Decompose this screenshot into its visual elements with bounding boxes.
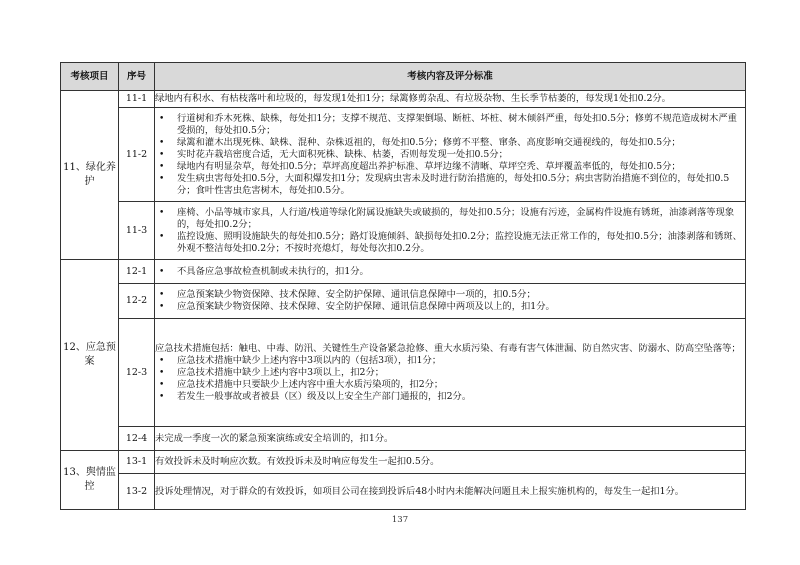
criteria-paragraph: 有效投诉未及时响应次数。有效投诉未及时响应每发生一起扣0.5分。 <box>155 456 440 467</box>
header-category: 考核项目 <box>61 63 119 91</box>
table-row <box>61 260 746 284</box>
criteria-cell <box>155 284 746 319</box>
category-cell: 12、应急预案 <box>61 260 119 451</box>
criteria-bullet-item <box>155 289 745 301</box>
bullet-dot-icon: • <box>159 207 165 218</box>
row-index-cell: 12-4 <box>119 427 155 451</box>
criteria-bullet-list <box>155 266 745 278</box>
criteria-cell <box>155 91 746 108</box>
assessment-table <box>60 62 746 510</box>
row-index-cell: 11-1 <box>119 91 155 108</box>
criteria-bullet-text: 绿地内有明显杂草，每处扣0.5分；草坪高度超出养护标准、草坪边缘不清晰、草坪空秃、草坪覆盖率低的，每处扣0.5分； <box>177 160 681 172</box>
criteria-bullet-item <box>155 113 745 137</box>
criteria-bullet-list <box>155 207 745 255</box>
row-index-cell: 12-1 <box>119 260 155 284</box>
table-row <box>61 319 746 427</box>
bullet-dot-icon: • <box>159 266 165 277</box>
table-row <box>61 427 746 451</box>
category-cell: 13、舆情监控 <box>61 451 119 510</box>
category-cell: 11、绿化养护 <box>61 91 119 260</box>
bullet-dot-icon: • <box>159 173 165 184</box>
criteria-bullet-item <box>155 391 745 403</box>
criteria-bullet-text: 应急技术措施中缺少上述内容中3项以内的（包括3项），扣1分； <box>177 354 442 366</box>
criteria-bullet-item <box>155 173 745 197</box>
criteria-bullet-text: 座椅、小品等城市家具，人行道/栈道等绿化附属设施缺失或破损的，每处扣0.5分；设施有污迹，金属构件设施有锈斑，油漆剥落等现象的，每处扣0.2分； <box>177 206 735 230</box>
criteria-cell <box>155 260 746 284</box>
bullet-dot-icon: • <box>159 137 165 148</box>
criteria-cell <box>155 451 746 474</box>
criteria-bullet-list <box>155 355 745 403</box>
criteria-bullet-item <box>155 379 745 391</box>
criteria-bullet-item <box>155 207 745 231</box>
criteria-bullet-text: 应急技术措施中缺少上述内容中3项以上，扣2分； <box>177 366 385 378</box>
criteria-bullet-item <box>155 367 745 379</box>
row-index-cell: 12-3 <box>119 319 155 427</box>
criteria-bullet-text: 若发生一般事故或者被县（区）级及以上安全生产部门通报的，扣2分。 <box>177 390 472 402</box>
criteria-paragraph: 未完成一季度一次的紧急预案演练或安全培训的，扣1分。 <box>155 432 394 444</box>
table-row <box>61 451 746 474</box>
criteria-bullet-text: 应急预案缺少物资保障、技术保障、安全防护保障、通讯信息保障中两项及以上的，扣1分。 <box>177 301 555 312</box>
bullet-dot-icon: • <box>159 231 165 242</box>
table-row <box>61 202 746 260</box>
criteria-bullet-item <box>155 149 745 161</box>
criteria-bullet-text: 应急技术措施中只要缺少上述内容中重大水质污染项的，扣2分； <box>177 378 444 390</box>
table-row <box>61 474 746 510</box>
criteria-bullet-list <box>155 289 745 313</box>
criteria-bullet-text: 实时花卉栽培密度合适，无大面积死株、缺株、枯萎，否则每发现一处扣0.5分； <box>177 148 508 160</box>
row-index-cell: 12-2 <box>119 284 155 319</box>
criteria-bullet-text: 行道树和乔木死株、缺株，每处扣1分；支撑不规范、支撑架倒塌、断桩、坏桩、树木倾斜严重，每处扣0.5分；修剪不规范造成树木严重受损的，每处扣0.5分； <box>177 112 737 136</box>
criteria-bullet-item <box>155 231 745 255</box>
criteria-bullet-text: 绿篱和灌木出现死株、缺株、混种、杂株返祖的，每处扣0.5分；修剪不平整、窜条、高度影响交通视线的，每处扣0.5分； <box>177 136 681 148</box>
criteria-paragraph: 投诉处理情况，对于群众的有效投诉，如项目公司在接到投诉后48小时内未能解决问题且未上报实施机构的，每发生一起扣1分。 <box>155 485 685 497</box>
bullet-dot-icon: • <box>159 302 165 312</box>
row-index-cell: 13-2 <box>119 474 155 510</box>
bullet-dot-icon: • <box>159 391 165 402</box>
row-index-cell: 13-1 <box>119 451 155 474</box>
bullet-dot-icon: • <box>159 161 165 172</box>
criteria-bullet-text: 不具备应急事故检查机制或未执行的，扣1分。 <box>177 265 369 277</box>
header-criteria: 考核内容及评分标准 <box>155 63 746 91</box>
bullet-dot-icon: • <box>159 290 165 300</box>
bullet-dot-icon: • <box>159 113 165 124</box>
criteria-bullet-item <box>155 301 745 313</box>
header-index: 序号 <box>119 63 155 91</box>
criteria-cell <box>155 474 746 510</box>
criteria-cell <box>155 427 746 451</box>
table-row <box>61 108 746 202</box>
page-number: 137 <box>391 515 409 525</box>
bullet-dot-icon: • <box>159 379 165 390</box>
criteria-bullet-item <box>155 137 745 149</box>
row-index-cell: 11-3 <box>119 202 155 260</box>
criteria-bullet-list <box>155 113 745 197</box>
bullet-dot-icon: • <box>159 367 165 378</box>
table-header-row <box>61 63 746 91</box>
bullet-dot-icon: • <box>159 355 165 366</box>
criteria-paragraph: 应急技术措施包括：触电、中毒、防汛、关键性生产设备紧急抢修、重大水质污染、有毒有害气体泄漏、防自然灾害、防溺水、防高空坠落等； <box>155 342 741 354</box>
table-row <box>61 284 746 319</box>
criteria-bullet-item <box>155 161 745 173</box>
criteria-bullet-text: 应急预案缺少物资保障、技术保障、安全防护保障、通讯信息保障中一项的，扣0.5分； <box>177 289 536 300</box>
row-index-cell: 11-2 <box>119 108 155 202</box>
criteria-cell <box>155 108 746 202</box>
criteria-bullet-text: 监控设施、照明设施缺失的每处扣0.5分；路灯设施倾斜、缺损每处扣0.2分；监控设施无法正常工作的，每处扣0.5分；油漆剥落和锈斑、外观不整洁每处扣0.2分；不按时亮熄灯，每处每次扣0.2分。 <box>177 230 742 254</box>
criteria-bullet-item <box>155 266 745 278</box>
criteria-bullet-text: 发生病虫害每处扣0.5分，大面积爆发扣1分；发现病虫害未及时进行防治措施的，每处扣0.5分；病虫害防治措施不到位的，每处扣0.5分；食叶性害虫危害树木，每处扣0.5分。 <box>177 172 730 196</box>
criteria-paragraph: 绿地内有积水、有枯枝落叶和垃圾的，每发现1处扣1分；绿篱修剪杂乱、有垃圾杂物、生长季节枯萎的，每发现1处扣0.2分。 <box>155 93 671 104</box>
criteria-cell <box>155 319 746 427</box>
bullet-dot-icon: • <box>159 149 165 160</box>
criteria-cell <box>155 202 746 260</box>
criteria-bullet-item <box>155 355 745 367</box>
table-row <box>61 91 746 108</box>
